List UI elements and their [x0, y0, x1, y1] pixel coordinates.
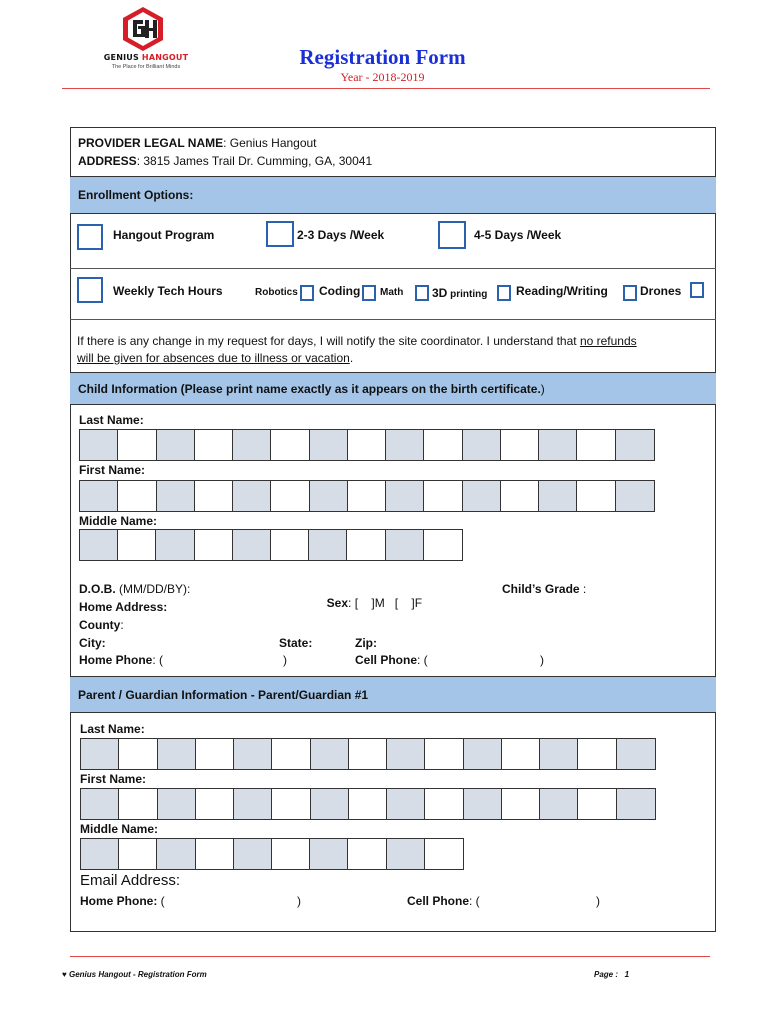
child-county-field[interactable]: County:: [79, 618, 124, 632]
3d-printing-checkbox[interactable]: [497, 285, 511, 301]
days-2-3-checkbox[interactable]: [266, 221, 294, 247]
form-year: Year - 2018-2019: [340, 70, 425, 84]
logo-tagline: The Place for Brilliant Minds: [111, 64, 181, 70]
header-divider: [62, 88, 710, 89]
parent-cell-phone-field[interactable]: Cell Phone: (: [407, 894, 480, 908]
provider-name: PROVIDER LEGAL NAME: Genius Hangout: [78, 136, 317, 150]
drones-checkbox[interactable]: [690, 282, 704, 298]
child-cell-phone-field[interactable]: Cell Phone: (: [355, 653, 428, 667]
weekly-tech-hours-label: Weekly Tech Hours: [113, 284, 223, 298]
child-home-address-field[interactable]: Home Address:: [79, 600, 168, 614]
hangout-program-checkbox[interactable]: [77, 224, 103, 250]
3d-printing-label: 3D printing: [432, 286, 488, 300]
child-home-phone-field[interactable]: Home Phone: (: [79, 653, 164, 667]
child-dob-field[interactable]: D.O.B. (MM/DD/BY):: [79, 582, 191, 596]
child-middle-name-label: Middle Name:: [79, 514, 158, 528]
child-first-name-label: First Name:: [79, 463, 146, 477]
footer-left: ♥ Genius Hangout - Registration Form: [62, 970, 207, 979]
form-title: Registration Form: [299, 45, 466, 69]
parent-last-name-grid[interactable]: [80, 738, 656, 770]
parent-home-phone-close: ): [297, 894, 301, 908]
hexagon-gh-icon: [120, 6, 166, 52]
enrollment-divider: [70, 268, 716, 269]
days-4-5-label: 4-5 Days /Week: [474, 228, 562, 242]
child-first-name-grid[interactable]: [79, 480, 655, 512]
parent-cell-phone-close: ): [596, 894, 600, 908]
parent-first-name-label: First Name:: [80, 772, 147, 786]
child-last-name-grid[interactable]: [79, 429, 655, 461]
footer-page-number: Page : 1: [594, 970, 630, 979]
provider-address: ADDRESS: 3815 James Trail Dr. Cumming, GA, 30041: [78, 154, 373, 168]
enrollment-heading: Enrollment Options:: [70, 176, 716, 214]
heart-icon: ♥: [62, 970, 69, 979]
reading-writing-label: Reading/Writing: [516, 284, 608, 298]
refund-notice: If there is any change in my request for days, I will notify the site coordinator. I understand that no refunds will be given for absences due to illness or vacation.: [77, 334, 637, 365]
parent-home-phone-field[interactable]: Home Phone: (: [80, 894, 165, 908]
child-city-field[interactable]: City:: [79, 636, 106, 650]
parent-info-heading: Parent / Guardian Information - Parent/Guardian #1: [70, 676, 716, 713]
logo-wordmark: GENIUS HANGOUT: [103, 53, 189, 62]
child-last-name-label: Last Name:: [79, 413, 144, 427]
footer-divider: [70, 956, 710, 957]
robotics-label: Robotics: [255, 287, 298, 298]
coding-checkbox[interactable]: [362, 285, 376, 301]
drones-label: Drones: [640, 284, 682, 298]
days-4-5-checkbox[interactable]: [438, 221, 466, 249]
child-sex-field[interactable]: Sex: [ ]M [ ]F: [326, 596, 423, 610]
weekly-tech-hours-checkbox[interactable]: [77, 277, 103, 303]
child-grade-field[interactable]: Child’s Grade :: [502, 582, 587, 596]
brand-logo: [90, 6, 202, 78]
child-info-heading: Child Information (Please print name exactly as it appears on the birth certificate. ): [70, 372, 716, 405]
hangout-program-label: Hangout Program: [113, 228, 215, 242]
notice-divider-top: [70, 319, 716, 320]
parent-first-name-grid[interactable]: [80, 788, 656, 820]
math-label: Math: [380, 287, 404, 298]
child-cell-phone-close: ): [540, 653, 544, 667]
math-checkbox[interactable]: [415, 285, 429, 301]
reading-writing-checkbox[interactable]: [623, 285, 637, 301]
parent-middle-name-label: Middle Name:: [80, 822, 159, 836]
parent-email-field[interactable]: Email Address:: [80, 872, 181, 889]
coding-label: Coding: [319, 284, 361, 298]
days-2-3-label: 2-3 Days /Week: [297, 228, 385, 242]
parent-last-name-label: Last Name:: [80, 722, 145, 736]
child-zip-field[interactable]: Zip:: [355, 636, 377, 650]
parent-middle-name-grid[interactable]: [80, 838, 464, 870]
child-home-phone-close: ): [283, 653, 287, 667]
child-middle-name-grid[interactable]: [79, 529, 463, 561]
child-state-field[interactable]: State:: [279, 636, 313, 650]
robotics-checkbox[interactable]: [300, 285, 314, 301]
